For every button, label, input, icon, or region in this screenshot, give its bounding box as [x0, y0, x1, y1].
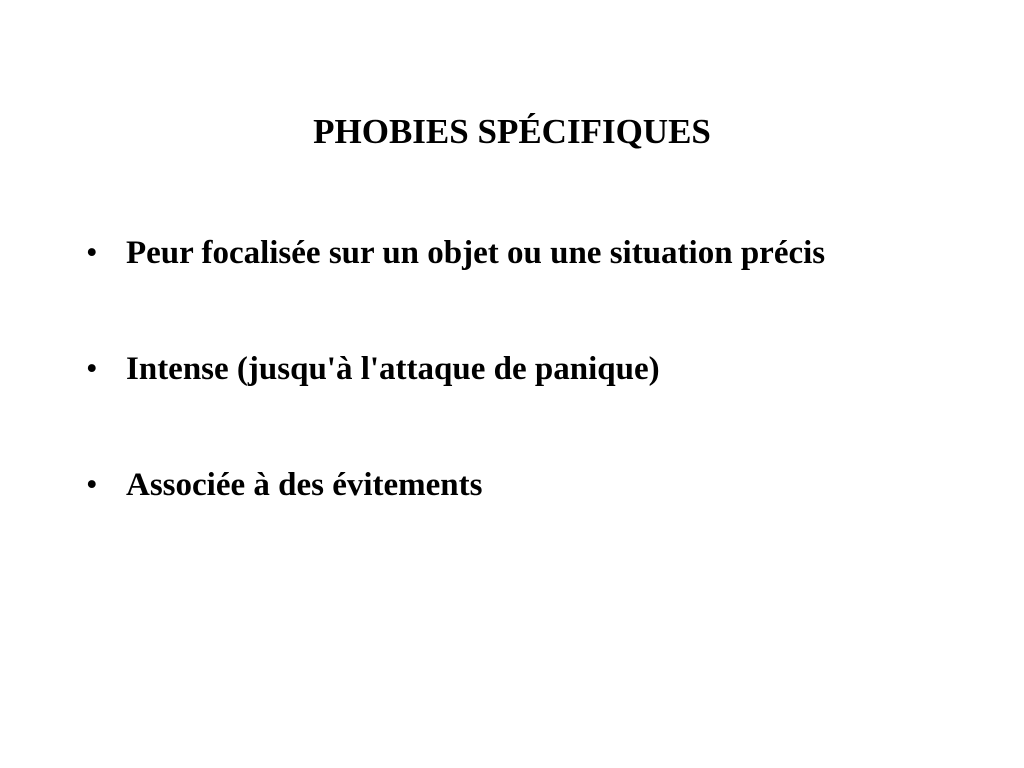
slide-title: PHOBIES SPÉCIFIQUES: [313, 112, 711, 151]
bullet-text: Peur focalisée sur un objet ou une situation précis: [126, 235, 826, 271]
bullet-dot-icon: •: [86, 351, 98, 387]
bullet-item: [86, 462, 946, 508]
bullet-text: Intense (jusqu'à l'attaque de panique): [126, 351, 660, 387]
bullet-list: [86, 230, 946, 508]
bullet-item: [86, 230, 946, 276]
bullet-text: Associée à des évitements: [126, 467, 483, 503]
bullet-item: [86, 346, 946, 392]
bullet-dot-icon: •: [86, 235, 98, 271]
bullet-dot-icon: •: [86, 467, 98, 503]
